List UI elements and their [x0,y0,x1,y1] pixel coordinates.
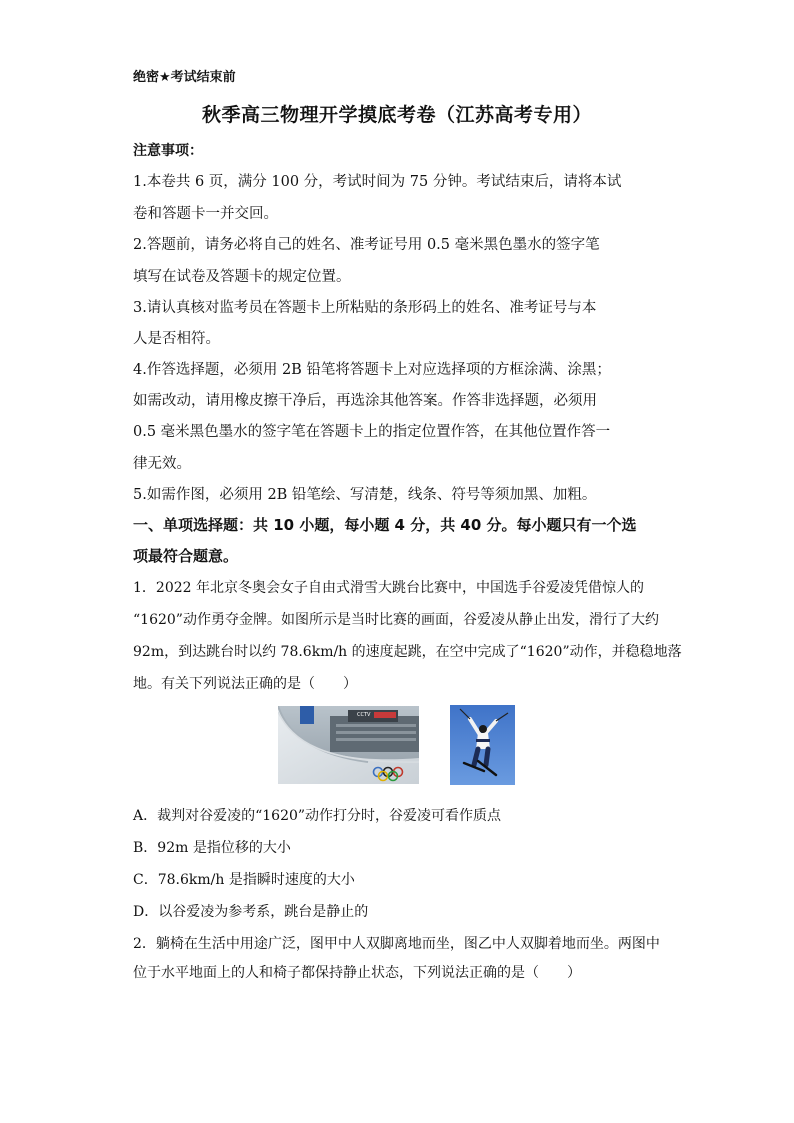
option-c: C．78.6km/h 是指瞬时速度的大小 [133,872,355,888]
skier-photo [450,705,515,785]
notice-line: 4.作答选择题，必须用 2B 铅笔将答题卡上对应选择项的方框涂满、涂黑； [133,362,611,378]
notice-line: 0.5 毫米黑色墨水的签字笔在答题卡上的指定位置作答，在其他位置作答一 [133,424,611,440]
question-1-text: 1．2022 年北京冬奥会女子自由式滑雪大跳台比赛中，中国选手谷爱凌凭借惊人的 [133,580,644,596]
section-heading: 项最符合题意。 [133,547,239,565]
notice-line: 填写在试卷及答题卡的规定位置。 [133,269,351,285]
exam-title: 秋季高三物理开学摸底考卷（江苏高考专用） [201,104,592,126]
halfpipe-photo [278,706,419,784]
section-heading: 一、单项选择题：共 10 小题，每小题 4 分，共 40 分。每小题只有一个选 [133,516,637,534]
question-2-text: 位于水平地面上的人和椅子都保持静止状态，下列说法正确的是（ ） [133,965,581,981]
option-d: D．以谷爱凌为参考系，跳台是静止的 [133,904,369,920]
notice-line: 1.本卷共 6 页，满分 100 分，考试时间为 75 分钟。考试结束后，请将本试 [133,174,622,190]
question-1-text: 92m，到达跳台时以约 78.6km/h 的速度起跳，在空中完成了“1620”动作，并稳稳地落 [133,644,682,660]
photo-banner-text: CCTV [357,712,371,718]
question-1-text: 地。有关下列说法正确的是（ ） [133,676,357,692]
notice-line: 5.如需作图，必须用 2B 铅笔绘、写清楚，线条、符号等须加黑、加粗。 [133,487,597,503]
question-2-text: 2．躺椅在生活中用途广泛，图甲中人双脚离地而坐，图乙中人双脚着地而坐。两图中 [133,936,660,952]
option-a: A．裁判对谷爱凌的“1620”动作打分时，谷爱凌可看作质点 [133,808,502,824]
notice-line: 人是否相符。 [133,331,220,347]
notice-line: 律无效。 [133,456,191,472]
notice-line: 3.请认真核对监考员在答题卡上所粘贴的条形码上的姓名、准考证号与本 [133,300,597,316]
notice-line: 如需改动，请用橡皮擦干净后，再选涂其他答案。作答非选择题，必须用 [133,393,597,409]
option-b: B．92m 是指位移的大小 [133,840,291,856]
skier-illustration [450,705,515,785]
notice-line: 2.答题前，请务必将自己的姓名、准考证号用 0.5 毫米黑色墨水的签字笔 [133,237,600,253]
confidential-mark: 绝密★考试结束前 [133,70,236,85]
notice-line: 卷和答题卡一并交回。 [133,206,278,222]
notice-heading: 注意事项： [133,143,203,159]
halfpipe-illustration [278,706,419,784]
question-1-text: “1620”动作勇夺金牌。如图所示是当时比赛的画面，谷爱凌从静止出发，滑行了大约 [133,612,659,628]
